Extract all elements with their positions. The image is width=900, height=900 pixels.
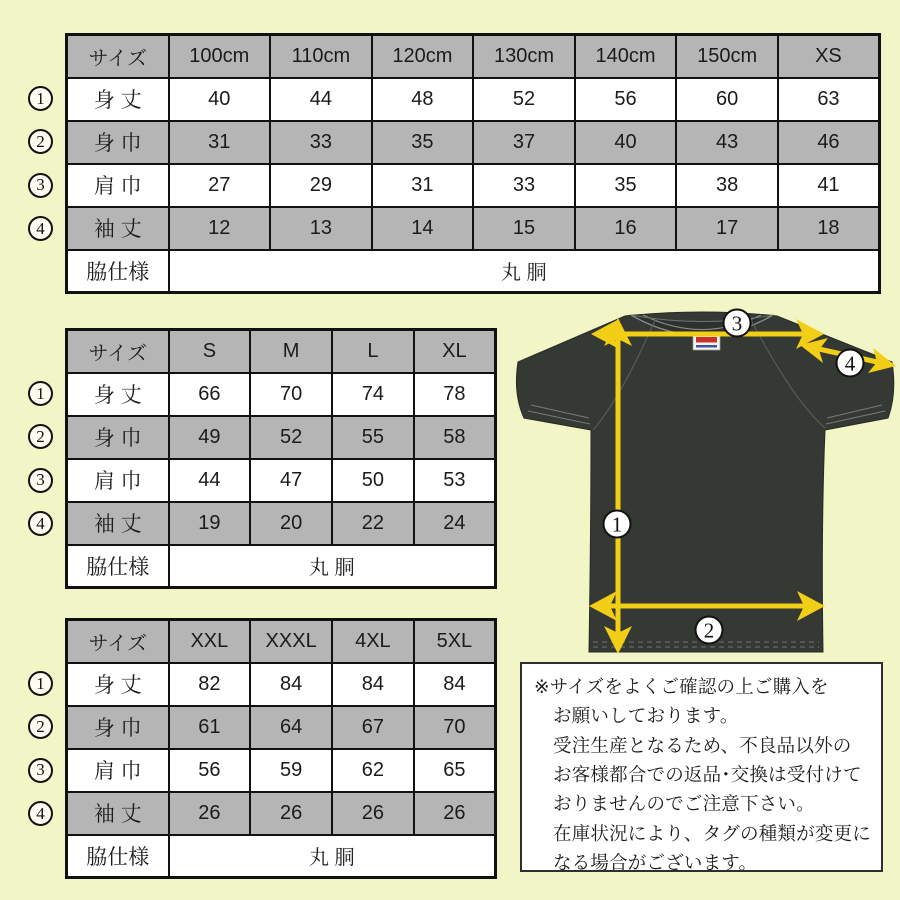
measurement-value: 17 [676,207,778,250]
size-column-header: 150cm [676,35,778,78]
measurement-value: 35 [575,164,677,207]
measurement-value: 48 [372,78,474,121]
measurement-value: 78 [414,373,496,416]
measurement-label: 肩 巾 [67,164,169,207]
notice-line: お願いしております。 [553,705,739,727]
measurement-value: 41 [778,164,880,207]
measurement-value: 29 [270,164,372,207]
measurement-value: 61 [169,706,251,749]
side-spec-label: 脇仕様 [67,545,169,588]
row-number-marker: 4 [28,511,53,536]
notice-line: なる場合がございます。 [553,851,758,873]
table-row [67,792,496,835]
measurement-value: 16 [575,207,677,250]
measurement-value: 84 [332,663,414,706]
measurement-value: 82 [169,663,251,706]
size-header-label: サイズ [67,35,169,78]
measurement-value: 56 [169,749,251,792]
measurement-value: 52 [250,416,332,459]
measurement-value: 58 [414,416,496,459]
size-column-header: M [250,330,332,373]
diagram-marker-1 [604,511,631,538]
side-spec-label: 脇仕様 [67,835,169,878]
measurement-label: 袖 丈 [67,207,169,250]
diagram-marker-4 [837,350,864,377]
measurement-value: 63 [778,78,880,121]
measurement-value: 33 [473,164,575,207]
side-spec-label: 脇仕様 [67,250,169,293]
size-column-header: 120cm [372,35,474,78]
measurement-value: 84 [250,663,332,706]
measurement-value: 62 [332,749,414,792]
table-row [67,416,496,459]
size-column-header: XL [414,330,496,373]
measurement-label: 袖 丈 [67,502,169,545]
side-spec-value: 丸 胴 [169,545,496,588]
measurement-value: 35 [372,121,474,164]
measurement-value: 40 [169,78,271,121]
row-number-marker: 2 [28,424,53,449]
size-column-header: XS [778,35,880,78]
measurement-value: 31 [169,121,271,164]
measurement-value: 20 [250,502,332,545]
measurement-value: 14 [372,207,474,250]
measurement-value: 70 [414,706,496,749]
row-markers-kids [28,86,53,241]
table-footer-row [67,545,496,588]
measurement-label: 身 巾 [67,121,169,164]
table-row [67,502,496,545]
row-number-marker: 4 [28,801,53,826]
row-number-marker: 2 [28,714,53,739]
size-table-adult [65,328,497,589]
size-column-header: 4XL [332,620,414,663]
measurement-label: 身 丈 [67,663,169,706]
measurement-value: 19 [169,502,251,545]
table-footer-row [67,835,496,878]
measurement-label: 身 巾 [67,416,169,459]
measurement-label: 肩 巾 [67,459,169,502]
row-number-marker: 3 [28,468,53,493]
row-number-marker: 4 [28,216,53,241]
measurement-value: 74 [332,373,414,416]
sleeve-marker-label: 4 [844,351,856,376]
table-row [67,706,496,749]
measurement-value: 18 [778,207,880,250]
measurement-value: 84 [414,663,496,706]
size-column-header: 100cm [169,35,271,78]
measurement-value: 37 [473,121,575,164]
size-column-header: 130cm [473,35,575,78]
measurement-value: 13 [270,207,372,250]
measurement-value: 59 [250,749,332,792]
measurement-value: 56 [575,78,677,121]
row-number-marker: 3 [28,758,53,783]
length-marker-label: 1 [611,512,623,537]
measurement-value: 38 [676,164,778,207]
size-column-header: XXXL [250,620,332,663]
measurement-value: 33 [270,121,372,164]
notice-line: お客様都合での返品･交換は受付けて [553,763,862,785]
size-column-header: L [332,330,414,373]
table-row [67,749,496,792]
side-spec-value: 丸 胴 [169,250,880,293]
size-column-header: 5XL [414,620,496,663]
tshirt-measurement-diagram [505,306,900,658]
measurement-label: 袖 丈 [67,792,169,835]
row-number-marker: 1 [28,671,53,696]
size-header-label: サイズ [67,330,169,373]
size-column-header: S [169,330,251,373]
row-number-marker: 3 [28,173,53,198]
row-number-marker: 2 [28,129,53,154]
shoulder-marker-label: 3 [731,311,743,336]
measurement-value: 70 [250,373,332,416]
size-column-header: 140cm [575,35,677,78]
measurement-value: 44 [270,78,372,121]
measurement-value: 26 [250,792,332,835]
purchase-notice-box [520,662,883,872]
measurement-value: 31 [372,164,474,207]
measurement-value: 50 [332,459,414,502]
notice-line: ※サイズをよくご確認の上ご購入を [534,676,829,697]
measurement-value: 67 [332,706,414,749]
measurement-value: 53 [414,459,496,502]
measurement-value: 44 [169,459,251,502]
table-row [67,78,880,121]
table-row [67,663,496,706]
measurement-label: 身 丈 [67,373,169,416]
measurement-value: 22 [332,502,414,545]
row-number-marker: 1 [28,86,53,111]
table-row [67,373,496,416]
table-row [67,207,880,250]
measurement-label: 身 丈 [67,78,169,121]
diagram-marker-2 [696,617,723,644]
measurement-value: 66 [169,373,251,416]
table-row [67,121,880,164]
notice-line: 在庫状況により、タグの種類が変更に [553,822,871,844]
measurement-value: 65 [414,749,496,792]
table-footer-row [67,250,880,293]
measurement-value: 52 [473,78,575,121]
notice-line: おりませんのでご注意下さい。 [553,793,815,815]
measurement-value: 27 [169,164,271,207]
measurement-value: 15 [473,207,575,250]
measurement-label: 身 巾 [67,706,169,749]
row-number-marker: 1 [28,381,53,406]
measurement-value: 55 [332,416,414,459]
measurement-value: 40 [575,121,677,164]
table-row [67,164,880,207]
measurement-value: 47 [250,459,332,502]
measurement-value: 26 [414,792,496,835]
diagram-marker-3 [724,310,751,337]
row-markers-adult [28,381,53,536]
measurement-label: 肩 巾 [67,749,169,792]
size-table-big [65,618,497,879]
measurement-value: 12 [169,207,271,250]
measurement-value: 49 [169,416,251,459]
measurement-value: 46 [778,121,880,164]
measurement-value: 26 [332,792,414,835]
measurement-value: 24 [414,502,496,545]
size-header-label: サイズ [67,620,169,663]
width-marker-label: 2 [703,618,715,643]
table-row [67,459,496,502]
notice-line: 受注生産となるため、不良品以外の [553,734,852,756]
measurement-value: 26 [169,792,251,835]
row-markers-big [28,671,53,826]
measurement-value: 60 [676,78,778,121]
measurement-value: 43 [676,121,778,164]
size-column-header: 110cm [270,35,372,78]
measurement-value: 64 [250,706,332,749]
size-table-kids [65,33,881,294]
side-spec-value: 丸 胴 [169,835,496,878]
size-column-header: XXL [169,620,251,663]
